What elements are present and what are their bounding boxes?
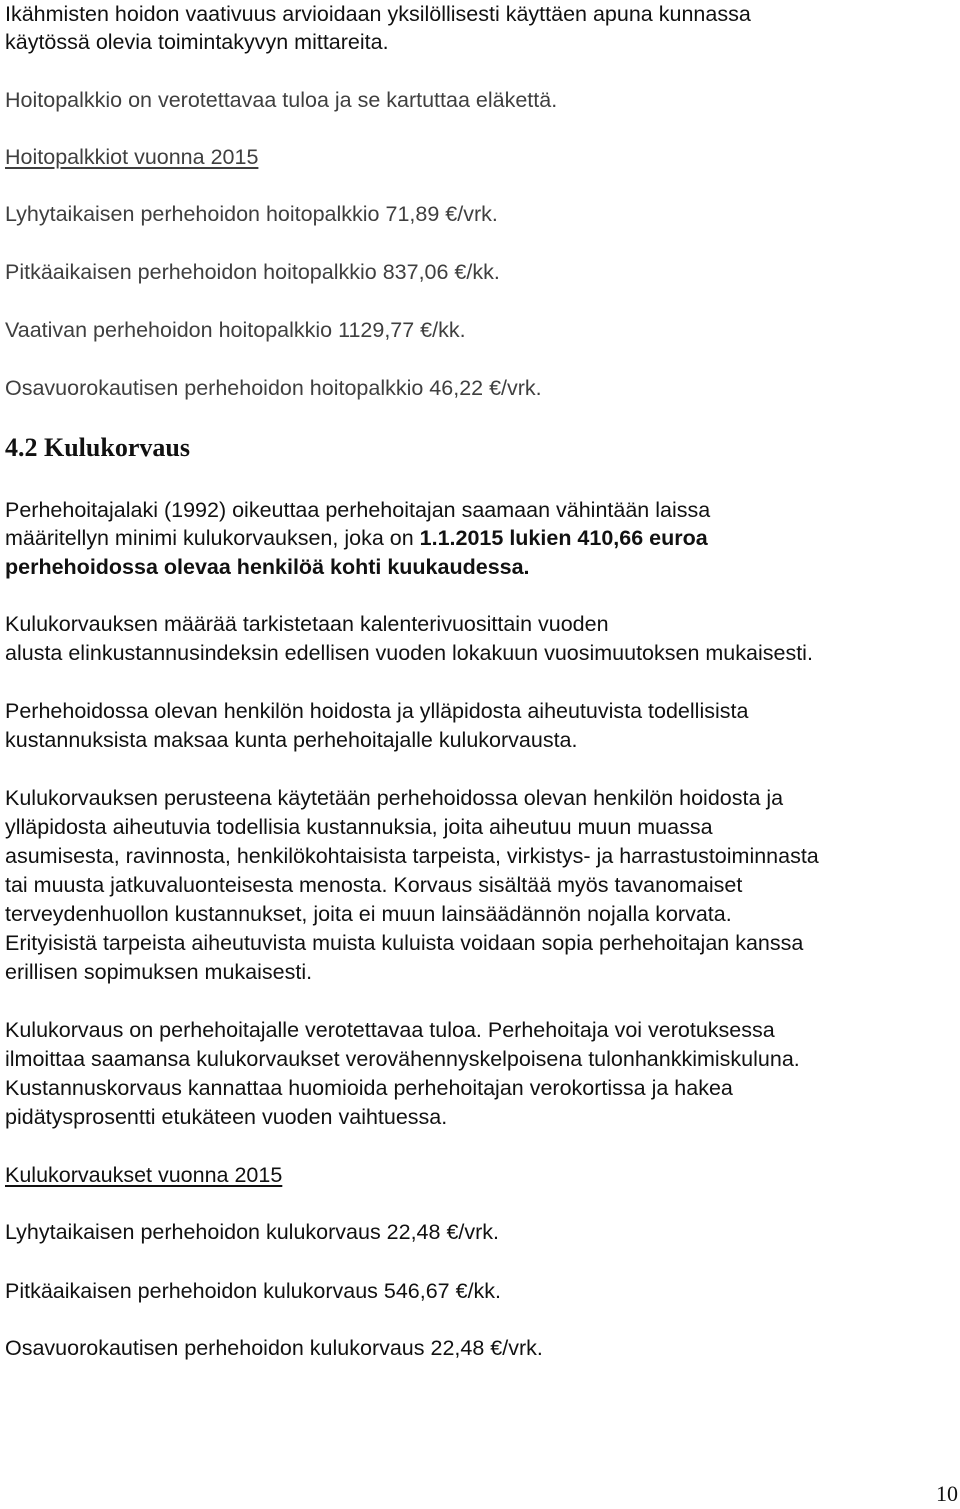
para3-line-2: kustannuksista maksaa kunta perhehoitajalle kulukorvausta. <box>5 728 578 752</box>
para3-line-1: Perhehoidossa olevan henkilön hoidosta ja ylläpidosta aiheutuvista todellisista <box>5 699 749 723</box>
para5-line-4: pidätysprosentti etukäteen vuoden vaihtuessa. <box>5 1105 448 1129</box>
allowance-item-short-term: Lyhytaikaisen perhehoidon kulukorvaus 22,48 €/vrk. <box>5 1220 500 1244</box>
fee-item-short-term: Lyhytaikaisen perhehoidon hoitopalkkio 71,89 €/vrk. <box>5 202 498 226</box>
para1-line-3: perhehoidossa olevaa henkilöä kohti kuukaudessa. <box>5 555 530 579</box>
para4-line-4: tai muusta jatkuvaluonteisesta menosta. Korvaus sisältää myös tavanomaiset <box>5 873 743 897</box>
para4-line-7: erillisen sopimuksen mukaisesti. <box>5 960 313 984</box>
allowances-title: Kulukorvaukset vuonna 2015 <box>5 1163 283 1187</box>
para2-line-1: Kulukorvauksen määrää tarkistetaan kalenterivuosittain vuoden <box>5 612 609 636</box>
fees-title: Hoitopalkkiot vuonna 2015 <box>5 145 259 169</box>
intro-line-2: käytössä olevia toimintakyvyn mittareita. <box>5 30 389 54</box>
para4-line-3: asumisesta, ravinnosta, henkilökohtaisista tarpeista, virkistys- ja harrastustoiminnasta <box>5 844 819 868</box>
para5-line-2: ilmoittaa saamansa kulukorvaukset verovähennyskelpoisena tulonhankkimiskuluna. <box>5 1047 800 1071</box>
para4-line-1: Kulukorvauksen perusteena käytetään perhehoidossa olevan henkilön hoidosta ja <box>5 786 784 810</box>
para5-line-3: Kustannuskorvaus kannattaa huomioida perhehoitajan verokortissa ja hakea <box>5 1076 733 1100</box>
fee-item-long-term: Pitkäaikaisen perhehoidon hoitopalkkio 837,06 €/kk. <box>5 260 500 284</box>
para5-line-1: Kulukorvaus on perhehoitajalle verotettavaa tuloa. Perhehoitaja voi verotuksessa <box>5 1018 775 1042</box>
fee-item-part-day: Osavuorokautisen perhehoidon hoitopalkkio 46,22 €/vrk. <box>5 376 542 400</box>
para1-line-1: Perhehoitajalaki (1992) oikeuttaa perhehoitajan saamaan vähintään laissa <box>5 498 711 522</box>
page-number: 10 <box>936 1481 958 1506</box>
para4-line-6: Erityisistä tarpeista aiheutuvista muista kuluista voidaan sopia perhehoitajan kanssa <box>5 931 804 955</box>
para4-line-5: terveydenhuollon kustannukset, joita ei muun lainsäädännön nojalla korvata. <box>5 902 732 926</box>
taxable-note: Hoitopalkkio on verotettavaa tuloa ja se kartuttaa eläkettä. <box>5 88 558 112</box>
para4-line-2: ylläpidosta aiheutuvia todellisia kustannuksia, joita aiheutuu muun muassa <box>5 815 713 839</box>
para1-line-2-text: määritellyn minimi kulukorvauksen, joka on <box>5 526 420 550</box>
para1-date-amount: 1.1.2015 lukien 410,66 euroa <box>419 526 708 550</box>
section-heading: 4.2 Kulukorvaus <box>5 433 190 462</box>
para2-line-2: alusta elinkustannusindeksin edellisen vuoden lokakuun vuosimuutoksen mukaisesti. <box>5 641 813 665</box>
allowance-item-long-term: Pitkäaikaisen perhehoidon kulukorvaus 546,67 €/kk. <box>5 1279 502 1303</box>
fee-item-demanding: Vaativan perhehoidon hoitopalkkio 1129,77 €/kk. <box>5 318 466 342</box>
intro-line-1: Ikähmisten hoidon vaativuus arvioidaan yksilöllisesti käyttäen apuna kunnassa <box>5 2 751 26</box>
allowance-item-part-day: Osavuorokautisen perhehoidon kulukorvaus 22,48 €/vrk. <box>5 1336 543 1360</box>
para1-line-2 <box>5 524 708 552</box>
